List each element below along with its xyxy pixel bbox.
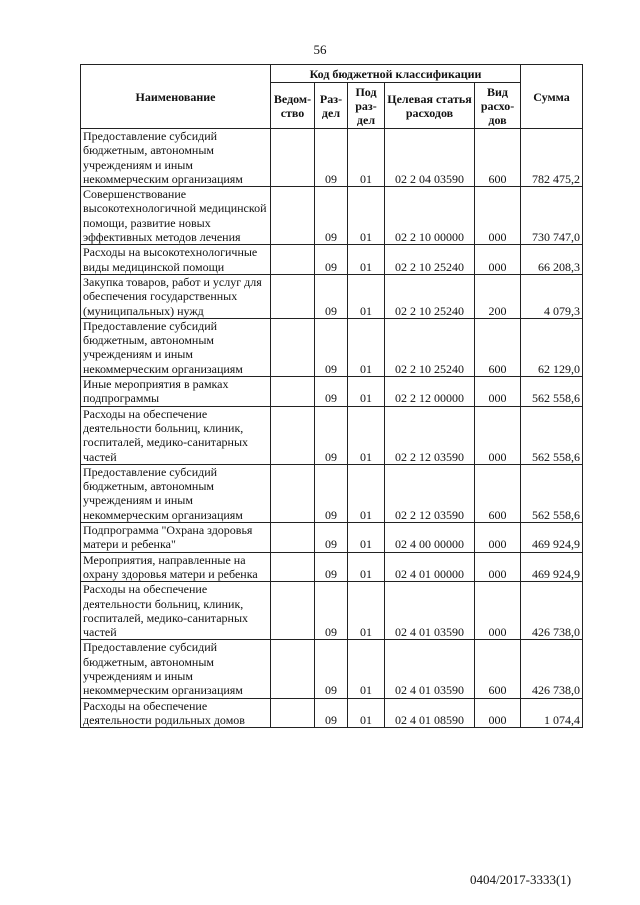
row-section: 09 xyxy=(315,187,348,245)
row-sum: 469 924,9 xyxy=(521,552,583,582)
row-name: Закупка товаров, работ и услуг для обеспечения государственных (муниципальных) нужд xyxy=(81,274,271,318)
row-section: 09 xyxy=(315,406,348,464)
row-sum: 469 924,9 xyxy=(521,523,583,553)
row-section: 09 xyxy=(315,318,348,376)
row-section: 09 xyxy=(315,464,348,522)
row-name: Подпрограмма "Охрана здоровья матери и ребенка" xyxy=(81,523,271,553)
row-expense-type: 000 xyxy=(475,187,521,245)
row-sum: 62 129,0 xyxy=(521,318,583,376)
row-name: Совершенствование высокотехнологичной медицинской помощи, развитие новых эффективных методов лечения xyxy=(81,187,271,245)
row-department xyxy=(271,640,315,698)
row-target-article: 02 2 12 00000 xyxy=(385,377,475,407)
row-sum: 562 558,6 xyxy=(521,406,583,464)
row-target-article: 02 2 10 25240 xyxy=(385,274,475,318)
row-expense-type: 000 xyxy=(475,698,521,728)
row-department xyxy=(271,187,315,245)
row-target-article: 02 2 12 03590 xyxy=(385,464,475,522)
row-section: 09 xyxy=(315,698,348,728)
row-subsection: 01 xyxy=(348,187,385,245)
row-sum: 426 738,0 xyxy=(521,640,583,698)
row-name: Иные мероприятия в рамках подпрограммы xyxy=(81,377,271,407)
table-row xyxy=(81,274,583,318)
row-name: Расходы на обеспечение деятельности больниц, клиник, госпиталей, медико-санитарных частей xyxy=(81,582,271,640)
table-row xyxy=(81,187,583,245)
header-section: Раз-дел xyxy=(315,83,348,129)
row-name: Предоставление субсидий бюджетным, автономным учреждениям и иным некоммерческим организациям xyxy=(81,129,271,187)
row-subsection: 01 xyxy=(348,406,385,464)
header-expense-type: Вид расхо-дов xyxy=(475,83,521,129)
table-row xyxy=(81,464,583,522)
row-department xyxy=(271,698,315,728)
row-subsection: 01 xyxy=(348,464,385,522)
row-subsection: 01 xyxy=(348,698,385,728)
row-expense-type: 000 xyxy=(475,377,521,407)
row-target-article: 02 2 10 00000 xyxy=(385,187,475,245)
row-name: Расходы на обеспечение деятельности больниц, клиник, госпиталей, медико-санитарных частей xyxy=(81,406,271,464)
row-expense-type: 000 xyxy=(475,552,521,582)
row-name: Мероприятия, направленные на охрану здоровья матери и ребенка xyxy=(81,552,271,582)
row-section: 09 xyxy=(315,245,348,275)
row-expense-type: 000 xyxy=(475,406,521,464)
row-subsection: 01 xyxy=(348,318,385,376)
row-section: 09 xyxy=(315,274,348,318)
row-target-article: 02 4 01 00000 xyxy=(385,552,475,582)
row-target-article: 02 2 10 25240 xyxy=(385,318,475,376)
table-row xyxy=(81,318,583,376)
header-subsection: Под раз-дел xyxy=(348,83,385,129)
row-subsection: 01 xyxy=(348,640,385,698)
row-sum: 562 558,6 xyxy=(521,464,583,522)
row-department xyxy=(271,377,315,407)
row-target-article: 02 2 04 03590 xyxy=(385,129,475,187)
table-row xyxy=(81,582,583,640)
table-row xyxy=(81,552,583,582)
row-department xyxy=(271,245,315,275)
row-section: 09 xyxy=(315,640,348,698)
table-row xyxy=(81,377,583,407)
row-target-article: 02 4 00 00000 xyxy=(385,523,475,553)
table-row xyxy=(81,523,583,553)
row-expense-type: 600 xyxy=(475,318,521,376)
row-target-article: 02 4 01 03590 xyxy=(385,582,475,640)
row-name: Расходы на обеспечение деятельности родильных домов xyxy=(81,698,271,728)
header-sum: Сумма xyxy=(521,65,583,129)
row-section: 09 xyxy=(315,582,348,640)
row-section: 09 xyxy=(315,377,348,407)
page-number: 56 xyxy=(313,42,327,57)
row-name: Расходы на высокотехнологичные виды медицинской помощи xyxy=(81,245,271,275)
row-expense-type: 200 xyxy=(475,274,521,318)
table-row xyxy=(81,129,583,187)
row-sum: 562 558,6 xyxy=(521,377,583,407)
table-row xyxy=(81,698,583,728)
header-name: Наименование xyxy=(81,65,271,129)
row-department xyxy=(271,552,315,582)
row-sum: 782 475,2 xyxy=(521,129,583,187)
row-sum: 1 074,4 xyxy=(521,698,583,728)
row-name: Предоставление субсидий бюджетным, автономным учреждениям и иным некоммерческим организациям xyxy=(81,464,271,522)
row-sum: 730 747,0 xyxy=(521,187,583,245)
row-department xyxy=(271,523,315,553)
row-subsection: 01 xyxy=(348,274,385,318)
row-subsection: 01 xyxy=(348,377,385,407)
row-subsection: 01 xyxy=(348,582,385,640)
row-sum: 66 208,3 xyxy=(521,245,583,275)
row-department xyxy=(271,464,315,522)
document-code: 0404/2017-3333(1) xyxy=(470,872,572,887)
row-section: 09 xyxy=(315,129,348,187)
row-expense-type: 600 xyxy=(475,129,521,187)
budget-table xyxy=(80,64,583,728)
header-department: Ведом-ство xyxy=(271,83,315,129)
row-target-article: 02 2 12 03590 xyxy=(385,406,475,464)
row-expense-type: 600 xyxy=(475,464,521,522)
row-subsection: 01 xyxy=(348,523,385,553)
row-name: Предоставление субсидий бюджетным, автономным учреждениям и иным некоммерческим организациям xyxy=(81,318,271,376)
row-department xyxy=(271,274,315,318)
header-classification-code: Код бюджетной классификации xyxy=(271,65,521,83)
table-row xyxy=(81,640,583,698)
row-department xyxy=(271,406,315,464)
row-department xyxy=(271,582,315,640)
row-sum: 426 738,0 xyxy=(521,582,583,640)
row-target-article: 02 4 01 03590 xyxy=(385,640,475,698)
row-section: 09 xyxy=(315,523,348,553)
row-subsection: 01 xyxy=(348,245,385,275)
row-expense-type: 600 xyxy=(475,640,521,698)
row-target-article: 02 2 10 25240 xyxy=(385,245,475,275)
row-sum: 4 079,3 xyxy=(521,274,583,318)
row-department xyxy=(271,129,315,187)
row-department xyxy=(271,318,315,376)
row-subsection: 01 xyxy=(348,129,385,187)
row-target-article: 02 4 01 08590 xyxy=(385,698,475,728)
row-expense-type: 000 xyxy=(475,582,521,640)
row-expense-type: 000 xyxy=(475,523,521,553)
table-row xyxy=(81,406,583,464)
table-row xyxy=(81,245,583,275)
header-target-article: Целевая статья расходов xyxy=(385,83,475,129)
row-subsection: 01 xyxy=(348,552,385,582)
row-section: 09 xyxy=(315,552,348,582)
row-name: Предоставление субсидий бюджетным, автономным учреждениям и иным некоммерческим организациям xyxy=(81,640,271,698)
row-expense-type: 000 xyxy=(475,245,521,275)
